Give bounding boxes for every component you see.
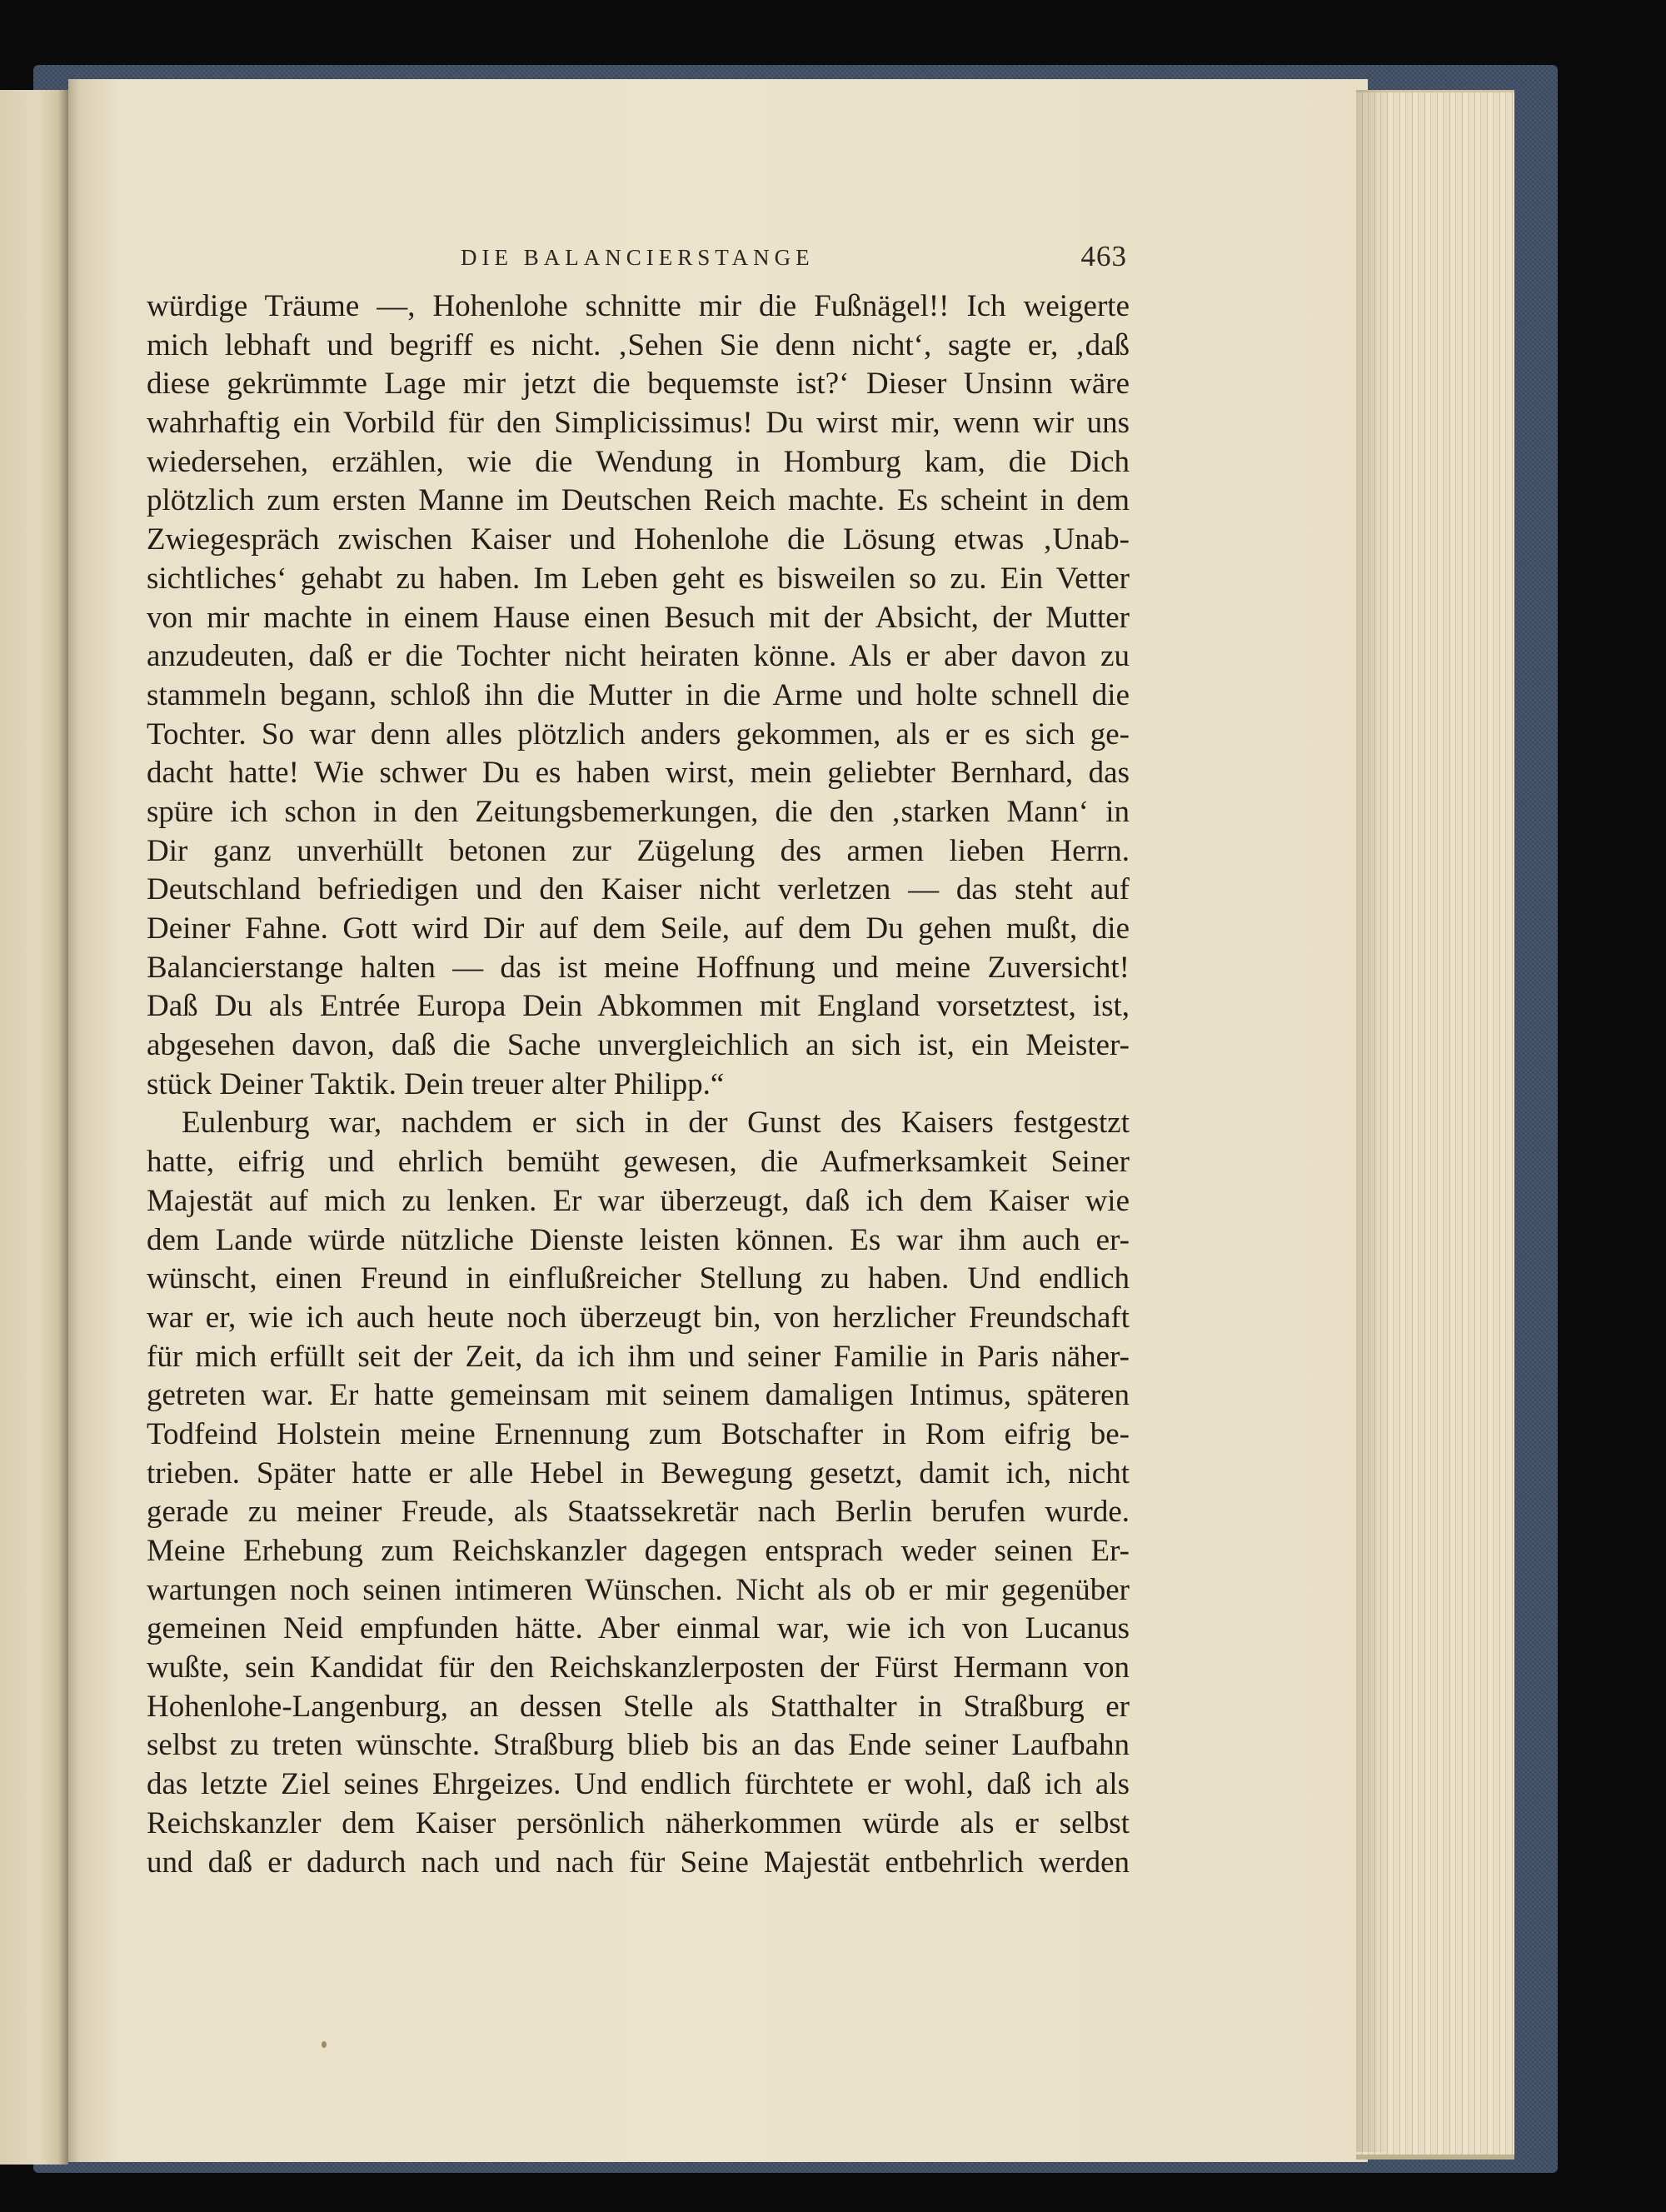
- paragraph-start-line: Eulenburg war, nachdem er sich in der Gunst des Kaisers festgestzt: [182, 1106, 1130, 1141]
- text-line: für mich erfüllt seit der Zeit, da ich ihm und seiner Familie in Paris näher-: [147, 1339, 1130, 1374]
- text-line: wahrhaftig ein Vorbild für den Simplicissimus! Du wirst mir, wenn wir uns: [147, 406, 1130, 441]
- text-line: würdige Träume —, Hohenlohe schnitte mir die Fußnägel!! Ich weigerte: [147, 289, 1130, 323]
- text-line: sichtliches‘ gehabt zu haben. Im Leben geht es bisweilen so zu. Ein Vetter: [147, 561, 1130, 596]
- text-line: dem Lande würde nützliche Dienste leisten können. Es war ihm auch er-: [147, 1222, 1130, 1257]
- text-line: stammeln begann, schloß ihn die Mutter in die Arme und holte schnell die: [147, 677, 1130, 712]
- text-line: gemeinen Neid empfunden hätte. Aber einmal war, wie ich von Lucanus: [147, 1611, 1130, 1646]
- text-line: Tochter. So war denn alles plötzlich anders gekommen, als er es sich ge-: [147, 717, 1130, 751]
- text-line: wußte, sein Kandidat für den Reichskanzlerposten der Fürst Hermann von: [147, 1650, 1130, 1685]
- left-page-edge: [0, 90, 68, 2165]
- text-line: Reichskanzler dem Kaiser persönlich näherkommen würde als er selbst: [147, 1805, 1130, 1840]
- text-line: das letzte Ziel seines Ehrgeizes. Und endlich fürchtete er wohl, daß ich als: [147, 1767, 1130, 1802]
- text-line: getreten war. Er hatte gemeinsam mit seinem damaligen Intimus, späteren: [147, 1378, 1130, 1413]
- text-line: gerade zu meiner Freude, als Staatssekretär nach Berlin berufen wurde.: [147, 1495, 1130, 1530]
- running-header: [148, 242, 1127, 278]
- page-edges-shadow: [1356, 90, 1389, 2152]
- running-title: DIE BALANCIERSTANGE: [461, 245, 815, 270]
- text-line: plötzlich zum ersten Manne im Deutschen Reich machte. Es scheint in dem: [147, 483, 1130, 518]
- text-line: Hohenlohe-Langenburg, an dessen Stelle als Statthalter in Straßburg er: [147, 1689, 1130, 1724]
- text-line: und daß er dadurch nach und nach für Seine Majestät entbehrlich werden: [147, 1845, 1130, 1880]
- text-line: von mir machte in einem Hause einen Besuch mit der Absicht, der Mutter: [147, 600, 1130, 635]
- text-line: stück Deiner Taktik. Dein treuer alter Philipp.“: [147, 1066, 725, 1101]
- text-line: trieben. Später hatte er alle Hebel in Bewegung gesetzt, damit ich, nicht: [147, 1456, 1130, 1490]
- text-line: Todfeind Holstein meine Ernennung zum Botschafter in Rom eifrig be-: [147, 1416, 1130, 1451]
- text-line: wünscht, einen Freund in einflußreicher Stellung zu haben. Und endlich: [147, 1261, 1130, 1296]
- text-line: Dir ganz unverhüllt betonen zur Zügelung des armen lieben Herrn.: [147, 833, 1130, 868]
- text-line: Deutschland befriedigen und den Kaiser nicht verletzen — das steht auf: [147, 872, 1130, 907]
- text-line: Zwiegespräch zwischen Kaiser und Hohenlohe die Lösung etwas ‚Unab-: [147, 522, 1130, 557]
- text-line: Meine Erhebung zum Reichskanzler dagegen entsprach weder seinen Er-: [147, 1534, 1130, 1568]
- text-line: hatte, eifrig und ehrlich bemüht gewesen, die Aufmerksamkeit Seiner: [147, 1145, 1130, 1180]
- text-line: Majestät auf mich zu lenken. Er war überzeugt, daß ich dem Kaiser wie: [147, 1183, 1130, 1218]
- text-line: selbst zu treten wünschte. Straßburg blieb bis an das Ende seiner Laufbahn: [147, 1728, 1130, 1763]
- text-line: diese gekrümmte Lage mir jetzt die bequemste ist?‘ Dieser Unsinn wäre: [147, 367, 1130, 402]
- page-number: 463: [1080, 240, 1127, 272]
- paper-speck: [322, 2041, 327, 2048]
- text-line: anzudeuten, daß er die Tochter nicht heiraten könne. Als er aber davon zu: [147, 639, 1130, 674]
- text-line: Balancierstange halten — das ist meine Hoffnung und meine Zuversicht!: [147, 950, 1130, 985]
- body-text: [147, 287, 1130, 1882]
- text-line: wartungen noch seinen intimeren Wünschen. Nicht als ob er mir gegenüber: [147, 1572, 1130, 1607]
- text-line: dacht hatte! Wie schwer Du es haben wirst, mein geliebter Bernhard, das: [147, 756, 1130, 791]
- text-line: abgesehen davon, daß die Sache unvergleichlich an sich ist, ein Meister-: [147, 1028, 1130, 1063]
- text-line: wiedersehen, erzählen, wie die Wendung in Homburg kam, die Dich: [147, 444, 1130, 479]
- text-line: spüre ich schon in den Zeitungsbemerkungen, die den ‚starken Mann‘ in: [147, 794, 1130, 829]
- text-line: Deiner Fahne. Gott wird Dir auf dem Seile, auf dem Du gehen mußt, die: [147, 911, 1130, 946]
- text-line: war er, wie ich auch heute noch überzeugt bin, von herzlicher Freundschaft: [147, 1300, 1130, 1335]
- text-line: mich lebhaft und begriff es nicht. ‚Sehen Sie denn nicht‘, sagte er, ‚daß: [147, 327, 1130, 362]
- text-line: Daß Du als Entrée Europa Dein Abkommen mit England vorsetztest, ist,: [147, 989, 1130, 1024]
